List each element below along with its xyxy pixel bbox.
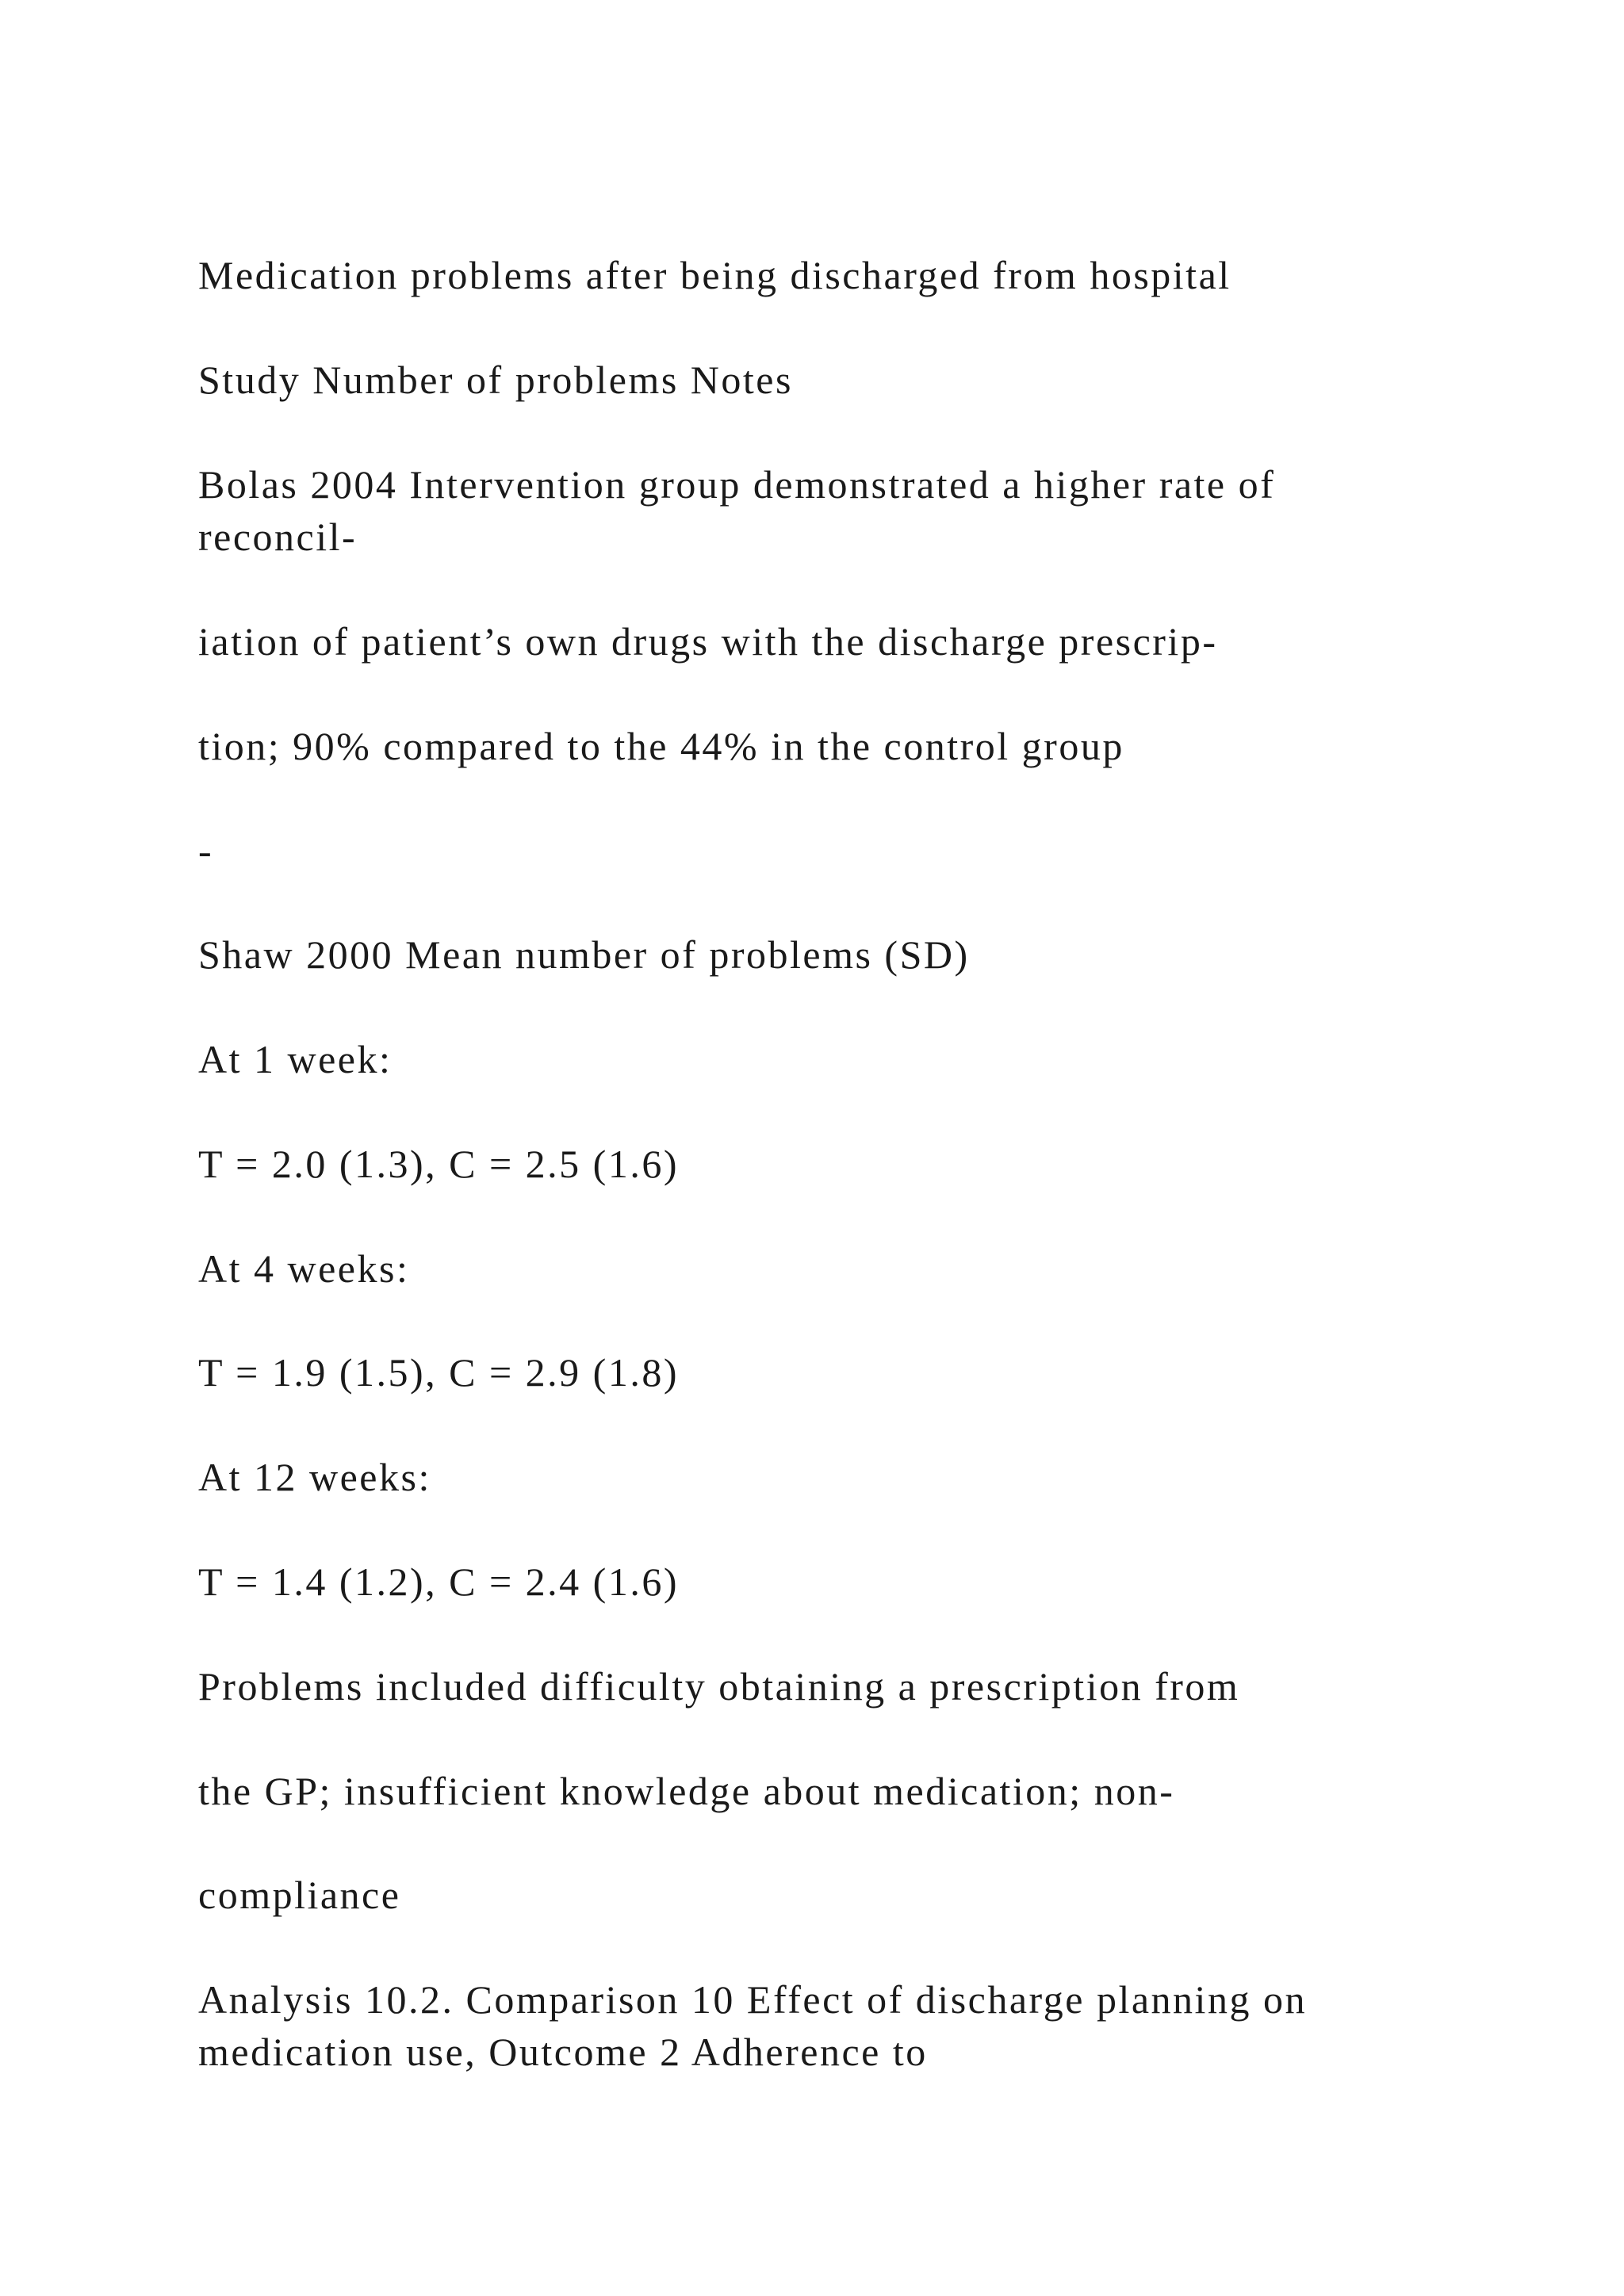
document-title: Medication problems after being discharged from hospital [198,253,1231,297]
shaw-heading: Shaw 2000 Mean number of problems (SD) [198,932,970,977]
table-header: Study Number of problems Notes [198,358,793,402]
shaw-week4-values: T = 1.9 (1.5), C = 2.9 (1.8) [198,1350,679,1395]
shaw-notes-line-1: Problems included difficulty obtaining a prescription from [198,1664,1240,1709]
shaw-week4-label: At 4 weeks: [198,1246,410,1291]
shaw-week12-values: T = 1.4 (1.2), C = 2.4 (1.6) [198,1559,679,1604]
bolas-line-2: iation of patient’s own drugs with the discharge prescrip- [198,619,1218,664]
shaw-notes-line-2: the GP; insufficient knowledge about medication; non- [198,1769,1175,1813]
bolas-line-1: Bolas 2004 Intervention group demonstrated a higher rate of reconcil- [198,462,1276,559]
shaw-week12-label: At 12 weeks: [198,1455,431,1499]
shaw-week1-values: T = 2.0 (1.3), C = 2.5 (1.6) [198,1142,679,1186]
shaw-week1-label: At 1 week: [198,1037,393,1081]
analysis-caption: Analysis 10.2. Comparison 10 Effect of discharge planning on medication use, Outcome 2 Adherence to [198,1977,1307,2074]
shaw-notes-line-3: compliance [198,1873,401,1917]
bolas-dash: - [198,828,214,873]
bolas-line-3: tion; 90% compared to the 44% in the control group [198,724,1124,768]
